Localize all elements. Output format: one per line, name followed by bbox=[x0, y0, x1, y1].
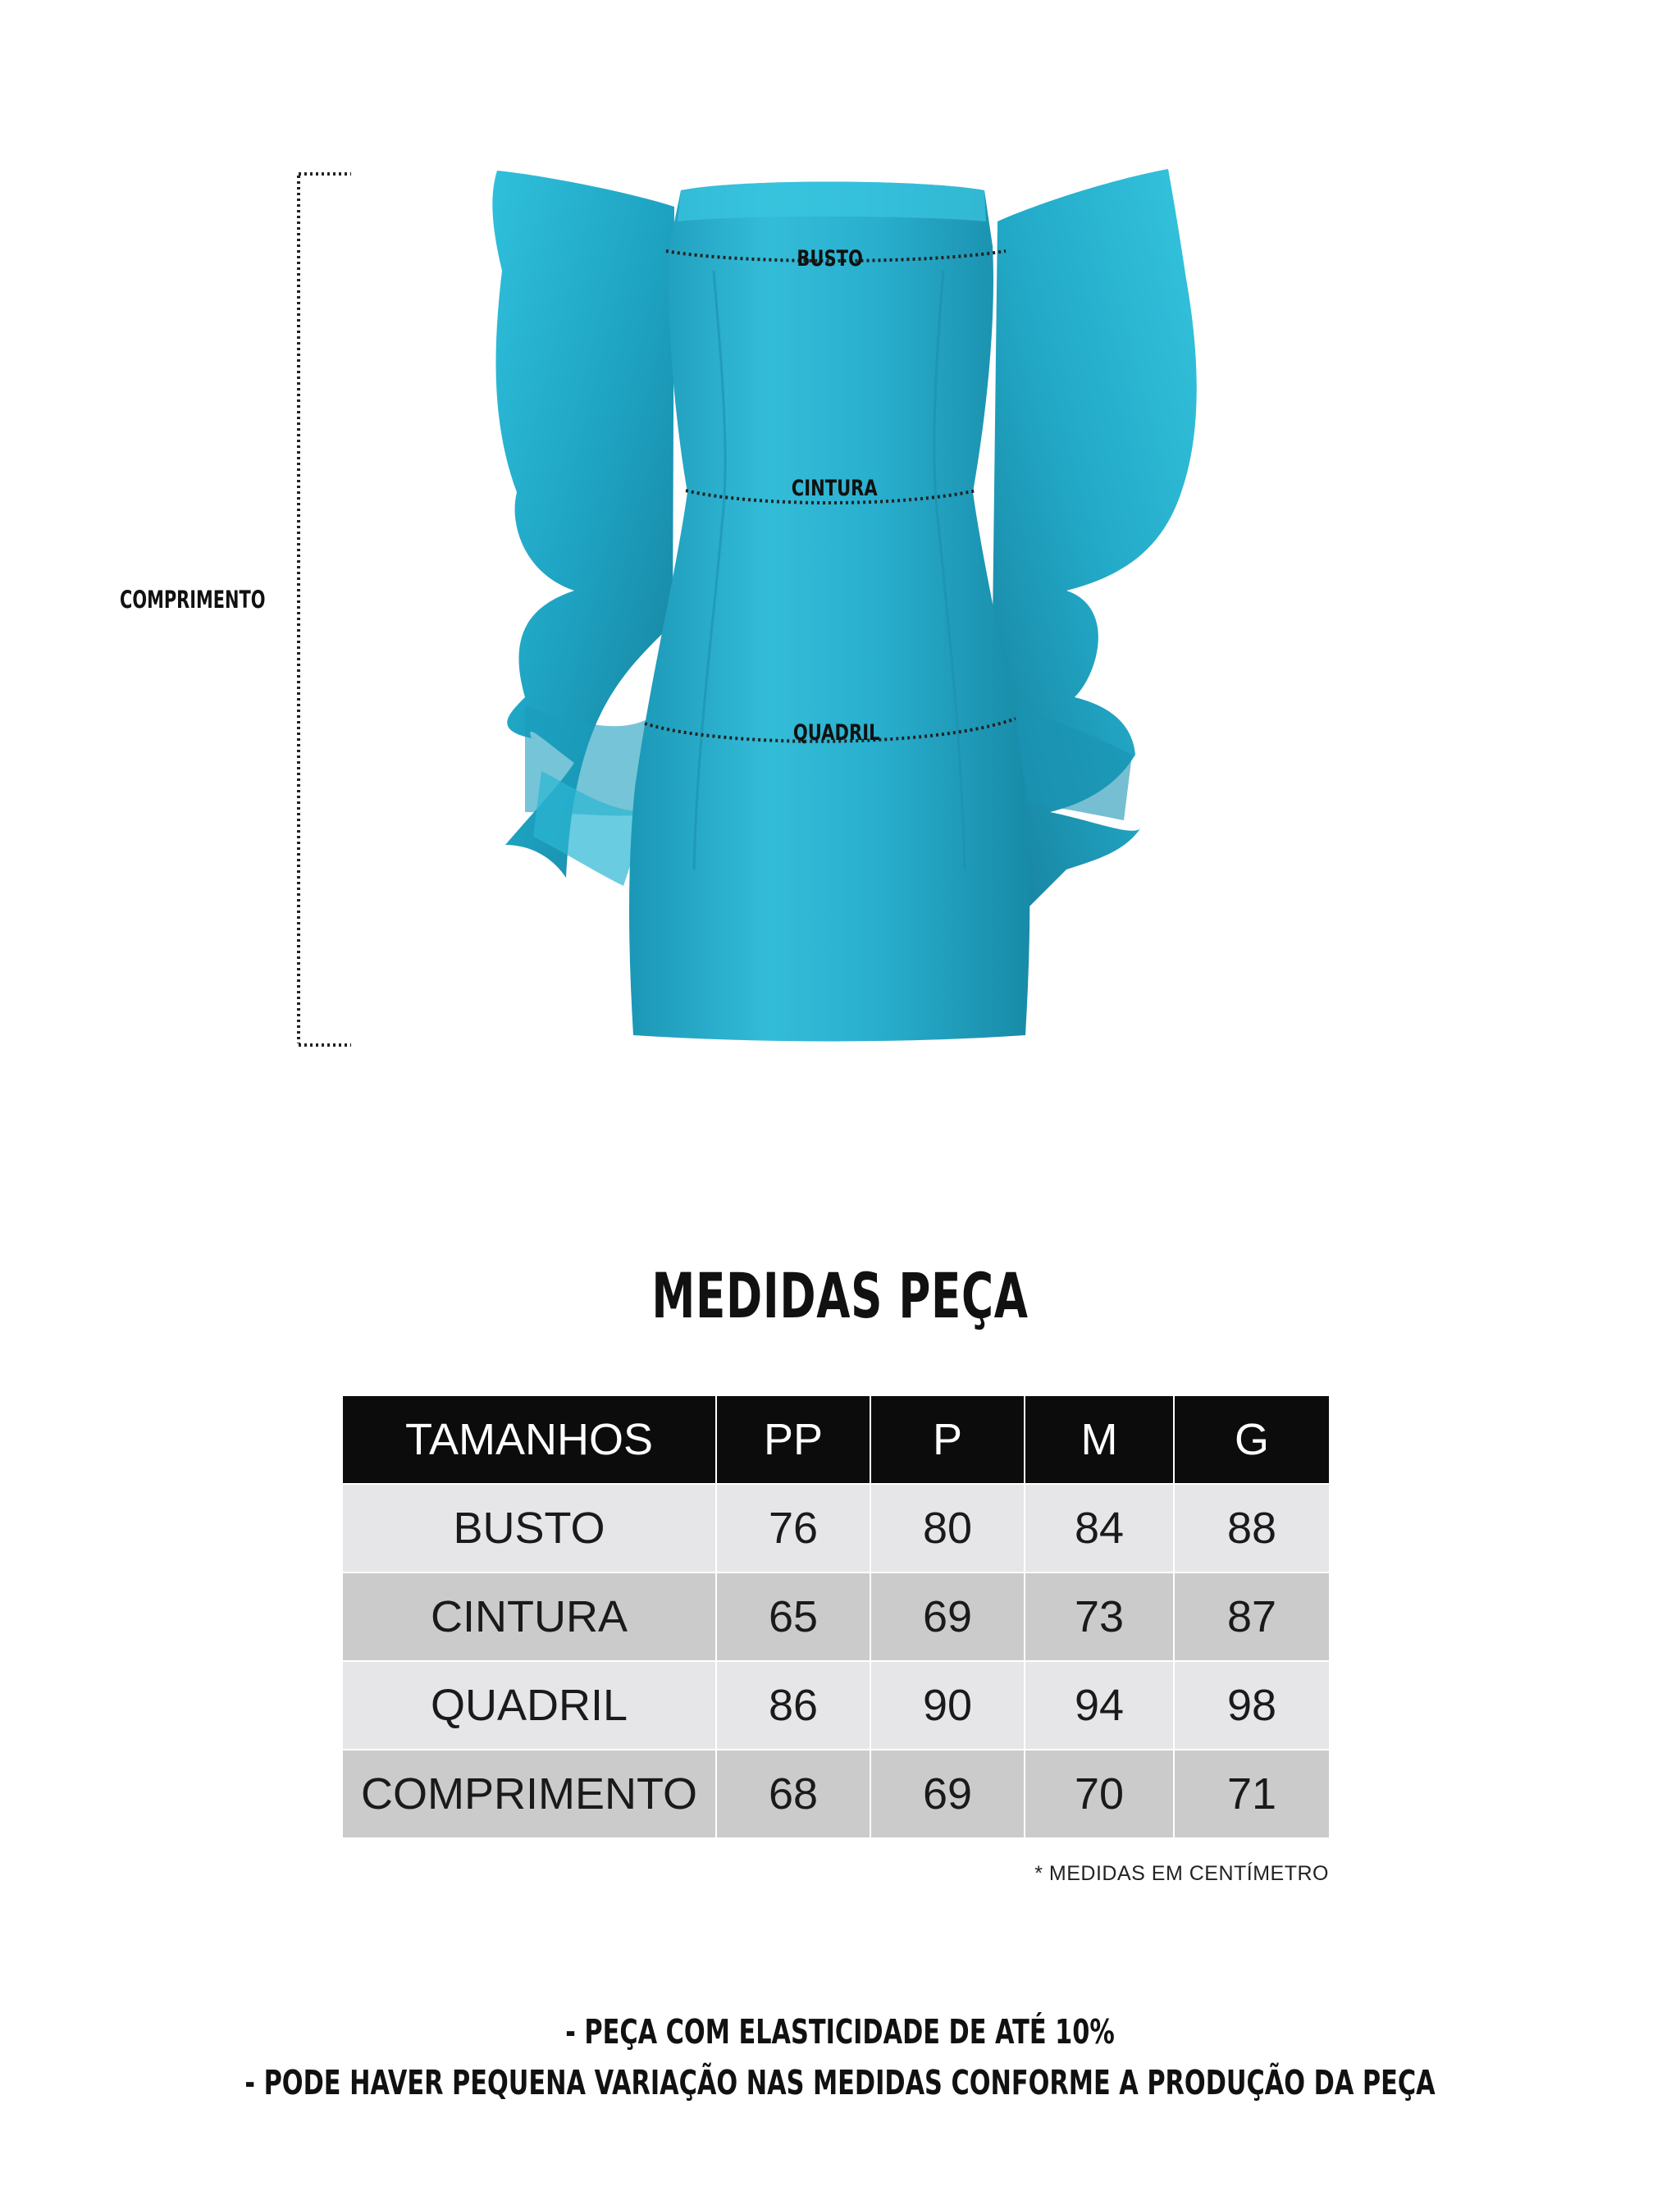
table-cell: 80 bbox=[870, 1484, 1025, 1572]
cintura-label: CINTURA bbox=[791, 476, 878, 501]
table-cell: 69 bbox=[870, 1750, 1025, 1838]
table-row bbox=[342, 1572, 1330, 1661]
row-label: QUADRIL bbox=[342, 1661, 716, 1750]
table-row bbox=[342, 1484, 1330, 1572]
table-cell: 88 bbox=[1174, 1484, 1330, 1572]
page-title: MEDIDAS PEÇA bbox=[651, 1259, 1029, 1332]
header-tamanhos: TAMANHOS bbox=[342, 1395, 716, 1484]
note-variation: - PODE HAVER PEQUENA VARIAÇÃO NAS MEDIDAS CONFORME A PRODUÇÃO DA PEÇA bbox=[244, 2063, 1436, 2102]
row-label: COMPRIMENTO bbox=[342, 1750, 716, 1838]
table-cell: 70 bbox=[1025, 1750, 1174, 1838]
table-cell: 86 bbox=[716, 1661, 870, 1750]
quadril-label: QUADRIL bbox=[792, 720, 880, 746]
header-pp: PP bbox=[716, 1395, 870, 1484]
header-m: M bbox=[1025, 1395, 1174, 1484]
table-row bbox=[342, 1661, 1330, 1750]
dress-body bbox=[629, 182, 1029, 1042]
busto-label: BUSTO bbox=[797, 246, 863, 272]
table-cell: 94 bbox=[1025, 1661, 1174, 1750]
comprimento-label: COMPRIMENTO bbox=[120, 586, 266, 614]
row-label: BUSTO bbox=[342, 1484, 716, 1572]
header-g: G bbox=[1174, 1395, 1330, 1484]
table-cell: 65 bbox=[716, 1572, 870, 1661]
table-cell: 84 bbox=[1025, 1484, 1174, 1572]
header-p: P bbox=[870, 1395, 1025, 1484]
table-cell: 73 bbox=[1025, 1572, 1174, 1661]
table-cell: 87 bbox=[1174, 1572, 1330, 1661]
note-elasticity: - PEÇA COM ELASTICIDADE DE ATÉ 10% bbox=[565, 2012, 1115, 2052]
dress-illustration bbox=[0, 0, 1680, 1083]
row-label: CINTURA bbox=[342, 1572, 716, 1661]
table-cell: 69 bbox=[870, 1572, 1025, 1661]
table-cell: 71 bbox=[1174, 1750, 1330, 1838]
table-cell: 98 bbox=[1174, 1661, 1330, 1750]
table-cell: 76 bbox=[716, 1484, 870, 1572]
size-table bbox=[341, 1394, 1331, 1839]
table-cell: 68 bbox=[716, 1750, 870, 1838]
table-cell: 90 bbox=[870, 1661, 1025, 1750]
footnote: * MEDIDAS EM CENTÍMETRO bbox=[1034, 1862, 1329, 1885]
table-header-row bbox=[342, 1395, 1330, 1484]
dress-figure bbox=[0, 0, 1680, 1083]
comprimento-bracket bbox=[299, 174, 351, 1045]
table-row bbox=[342, 1750, 1330, 1838]
